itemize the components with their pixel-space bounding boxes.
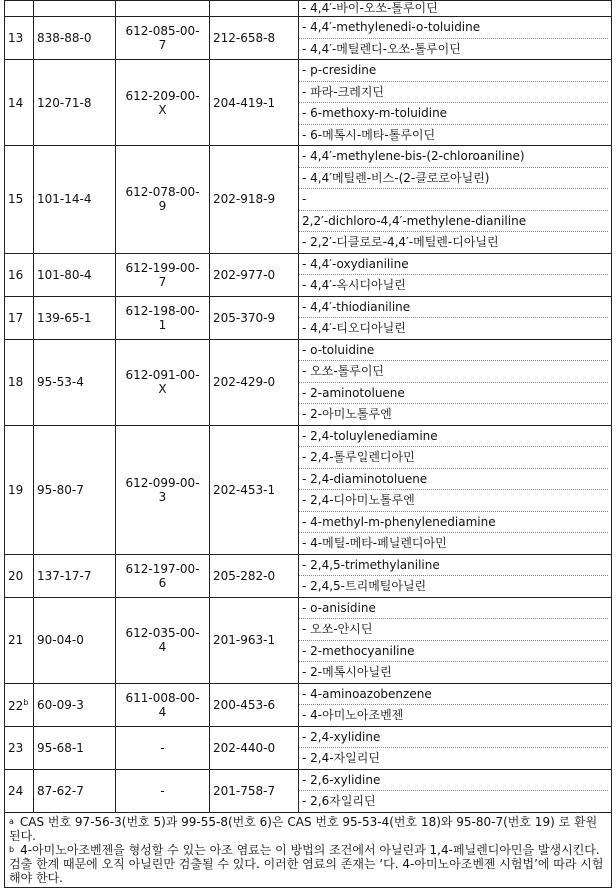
substance-name: - 4-아미노아조벤젠 <box>299 704 608 726</box>
substance-name: - 4,4′-methylenedi-o-toluidine <box>302 20 481 34</box>
table-row <box>5 769 612 812</box>
substance-names-cell <box>299 60 612 146</box>
ec-number: 200-453-6 <box>213 697 276 712</box>
index-number-cell <box>116 253 210 296</box>
index-number-cell <box>116 554 210 597</box>
table-row <box>5 554 612 597</box>
substance-name: - 4,4′-methylene-bis-(2-chloroaniline) <box>302 149 525 163</box>
index-number-part: 1 <box>158 317 167 332</box>
cas-number: 139-65-1 <box>37 310 92 325</box>
substance-names-cell <box>299 253 612 296</box>
ec-number: 202-453-1 <box>213 482 276 497</box>
index-number-part: - <box>160 783 165 798</box>
substance-names-cell <box>299 683 612 726</box>
substance-names-cell <box>299 146 612 254</box>
ec-number-cell <box>210 554 299 597</box>
ec-number: 212-658-8 <box>213 31 276 45</box>
index-number-part: 612-085-00- <box>125 24 200 38</box>
cas-number-cell <box>34 60 116 146</box>
ec-number-cell <box>210 17 299 60</box>
table-row <box>5 146 612 254</box>
cas-number-cell <box>34 769 116 812</box>
substance-names-cell <box>299 597 612 683</box>
aromatic-amines-table <box>4 0 612 888</box>
ec-number: 205-282-0 <box>213 568 276 583</box>
row-number-cell <box>5 726 34 769</box>
row-number-cell <box>5 769 34 812</box>
cas-number: 101-80-4 <box>37 267 92 282</box>
row-number: 21 <box>8 633 24 647</box>
empty-cell <box>34 1 116 17</box>
cas-number-cell <box>34 425 116 554</box>
ec-number: 204-419-1 <box>213 95 276 110</box>
substance-name: - 오쏘-안시딘 <box>299 618 608 640</box>
substance-name: - 2-aminotoluene <box>299 382 608 404</box>
cas-number-cell <box>34 146 116 254</box>
footnote-a <box>9 815 605 843</box>
ec-number-cell <box>210 425 299 554</box>
row-number-cell <box>5 339 34 425</box>
row-number: 14 <box>8 95 24 110</box>
cas-number-cell <box>34 296 116 339</box>
index-number-cell <box>116 60 210 146</box>
row-number: 16 <box>8 267 24 282</box>
table-row-continuation <box>5 1 612 17</box>
table-row <box>5 597 612 683</box>
empty-cell <box>210 1 299 17</box>
row-number-cell <box>5 683 34 726</box>
cas-number-cell <box>34 683 116 726</box>
ec-number-cell <box>210 683 299 726</box>
index-number-part: 612-091-00- <box>125 368 200 382</box>
substance-name: - 2,2′-디클로로-4,4′-메틸렌-디아닐린 <box>299 231 608 253</box>
index-number-part: 4 <box>158 640 167 654</box>
cas-number: 95-53-4 <box>37 375 84 389</box>
ec-number-cell <box>210 726 299 769</box>
ec-number: 205-370-9 <box>213 310 276 325</box>
index-number-part: 4 <box>158 704 167 719</box>
substance-name: - 2-아미노톨루엔 <box>299 403 608 425</box>
ec-number: 202-440-0 <box>213 740 276 755</box>
substance-name: - 6-methoxy-m-toluidine <box>299 102 608 124</box>
substance-name: - 파라-크레지딘 <box>299 81 608 103</box>
substance-name: - 2-메톡시아닐린 <box>299 661 608 683</box>
ec-number-cell <box>210 253 299 296</box>
table-row <box>5 726 612 769</box>
footnote-ref: b <box>23 698 29 707</box>
row-number-cell <box>5 60 34 146</box>
index-number-cell <box>116 769 210 812</box>
row-number-cell <box>5 597 34 683</box>
index-number-part: 612-099-00- <box>125 475 200 490</box>
index-number-cell <box>116 146 210 254</box>
substance-names-cell <box>299 17 612 60</box>
footnote-b <box>9 843 605 885</box>
substance-names-cell <box>299 425 612 554</box>
cas-number-cell <box>34 597 116 683</box>
substance-name: - p-cresidine <box>302 63 377 77</box>
footnote-b-text: 4-아미노아조벤젠을 형성할 수 있는 아조 염료는 이 방법의 조건에서 아닐린과 1,4-페닐렌디아민을 발생시킨다. 검출 한계 때문에 오직 아닐린만 검출될 수 있다. 이러한 염료의 존재는 ‘다. 4-아미노아조벤젠 시험법’에 따라 시험해야 한다. <box>9 842 604 885</box>
index-number-part: 612-197-00- <box>125 561 200 576</box>
index-number-part: 612-199-00- <box>125 260 200 275</box>
substance-name: - 2,4,5-trimethylaniline <box>302 557 440 572</box>
ec-number: 202-918-9 <box>213 192 276 207</box>
ec-number-cell <box>210 597 299 683</box>
row-number-cell <box>5 296 34 339</box>
cas-number-cell <box>34 17 116 60</box>
index-number-cell <box>116 339 210 425</box>
cas-number-cell <box>34 253 116 296</box>
cas-number: 87-62-7 <box>37 783 84 798</box>
footnotes-cell <box>5 812 612 887</box>
ec-number: 202-977-0 <box>213 267 276 282</box>
table-row <box>5 60 612 146</box>
row-number: 15 <box>8 192 24 207</box>
cas-number: 60-09-3 <box>37 697 84 712</box>
row-number-cell <box>5 17 34 60</box>
substance-name: - 오쏘-톨루이딘 <box>299 360 608 382</box>
index-number-part: 7 <box>158 274 167 289</box>
substance-name: - 4,4′-thiodianiline <box>302 299 411 314</box>
substance-name: - 4,4′-티오디아닐린 <box>299 317 608 339</box>
ec-number-cell <box>210 296 299 339</box>
index-number-cell <box>116 597 210 683</box>
row-number-cell <box>5 146 34 254</box>
index-number-part: 3 <box>158 489 167 504</box>
table-row <box>5 425 612 554</box>
substance-names-cell <box>299 726 612 769</box>
substance-name: - 6-메톡시-메타-톨루이딘 <box>299 124 608 146</box>
row-number-cell <box>5 425 34 554</box>
substance-name: - 4-메틸-메타-페닐렌디아민 <box>299 532 608 554</box>
substance-name: - o-anisidine <box>302 600 376 615</box>
cas-number: 101-14-4 <box>37 192 92 207</box>
substance-names-cell <box>299 296 612 339</box>
table-row <box>5 683 612 726</box>
index-number-cell <box>116 683 210 726</box>
table-row <box>5 339 612 425</box>
substance-names-cell <box>299 769 612 812</box>
substance-name: - 4-aminoazobenzene <box>302 686 432 701</box>
index-number-part: 7 <box>158 38 167 52</box>
substance-names-cell <box>299 1 612 17</box>
substance-name: - 2,4-자일리딘 <box>299 747 608 769</box>
row-number: 19 <box>8 482 24 497</box>
row-number: 13 <box>8 31 24 45</box>
index-number-part: - <box>160 740 165 755</box>
cas-number-cell <box>34 726 116 769</box>
substance-name: - 4,4′-메틸렌디-오쏘-톨루이딘 <box>299 38 608 60</box>
substance-name: 2,2′-dichloro-4,4′-methylene-dianiline <box>299 210 608 232</box>
substance-name: - 2,4-toluylenediamine <box>302 428 438 443</box>
empty-cell <box>116 1 210 17</box>
index-number-cell <box>116 425 210 554</box>
substance-names-cell <box>299 339 612 425</box>
index-number-part: 612-209-00- <box>125 88 200 103</box>
index-number-part: 6 <box>158 575 167 590</box>
substance-names-cell <box>299 554 612 597</box>
substance-name: - 4,4′-옥시디아닐린 <box>299 274 608 296</box>
substance-name: - 4,4′-oxydianiline <box>302 256 409 271</box>
substance-name: - 2,4-톨루일렌디아민 <box>299 446 608 468</box>
row-number: 23 <box>8 740 24 755</box>
substance-name: - 4,4′메틸렌-비스-(2-클로로아닐린) <box>299 167 608 189</box>
cas-number-cell <box>34 339 116 425</box>
substance-name: - <box>299 188 608 210</box>
cas-number: 137-17-7 <box>37 568 92 583</box>
index-number-part: 612-078-00- <box>125 185 200 200</box>
row-number: 24 <box>8 783 24 798</box>
table-row <box>5 296 612 339</box>
cas-number: 90-04-0 <box>37 633 84 647</box>
ec-number: 202-429-0 <box>213 375 276 389</box>
row-number: 22 <box>8 699 24 713</box>
row-number-cell <box>5 554 34 597</box>
ec-number-cell <box>210 60 299 146</box>
index-number-part: 612-035-00- <box>125 626 200 640</box>
substance-name: - 2,6자일리딘 <box>299 790 608 812</box>
row-number: 18 <box>8 375 24 389</box>
substance-name: - 2,6-xylidine <box>302 772 381 787</box>
footnote-b-mark: b <box>9 844 15 854</box>
ec-number: 201-963-1 <box>213 633 276 647</box>
substance-name: - o-toluidine <box>302 342 375 357</box>
index-number-part: X <box>158 382 167 396</box>
table-row <box>5 17 612 60</box>
index-number-part: 611-008-00- <box>125 690 200 705</box>
index-number-part: 612-198-00- <box>125 303 200 318</box>
index-number-cell <box>116 17 210 60</box>
ec-number: 201-758-7 <box>213 783 276 798</box>
footnote-a-text: CAS 번호 97-56-3(번호 5)과 99-55-8(번호 6)은 CAS 번호 95-53-4(번호 18)와 95-80-7(번호 19) 로 환원된다. <box>9 814 598 843</box>
cas-number: 95-80-7 <box>37 482 84 497</box>
substance-name: - 2,4-diaminotoluene <box>299 468 608 490</box>
index-number-cell <box>116 726 210 769</box>
ec-number-cell <box>210 769 299 812</box>
document-page <box>4 0 612 888</box>
substance-name: - 2,4-디아미노톨루엔 <box>299 489 608 511</box>
row-number-cell <box>5 253 34 296</box>
index-number-cell <box>116 296 210 339</box>
substance-name: - 2-methocyaniline <box>299 640 608 662</box>
row-number: 17 <box>8 310 24 325</box>
substance-name: - 4,4′-바이-오쏘-톨루이딘 <box>302 1 438 15</box>
substance-name: - 2,4-xylidine <box>302 729 381 744</box>
cas-number: 838-88-0 <box>37 31 92 45</box>
ec-number-cell <box>210 339 299 425</box>
row-number: 20 <box>8 568 24 583</box>
cas-number-cell <box>34 554 116 597</box>
index-number-part: X <box>158 102 167 117</box>
substance-name: - 2,4,5-트리메틸아닐린 <box>299 575 608 597</box>
empty-cell <box>5 1 34 17</box>
footnote-row <box>5 812 612 887</box>
footnote-a-mark: a <box>9 816 14 826</box>
cas-number: 120-71-8 <box>37 95 92 110</box>
index-number-part: 9 <box>158 199 167 214</box>
table-row <box>5 253 612 296</box>
substance-name: - 4-methyl-m-phenylenediamine <box>299 511 608 533</box>
cas-number: 95-68-1 <box>37 740 84 755</box>
ec-number-cell <box>210 146 299 254</box>
